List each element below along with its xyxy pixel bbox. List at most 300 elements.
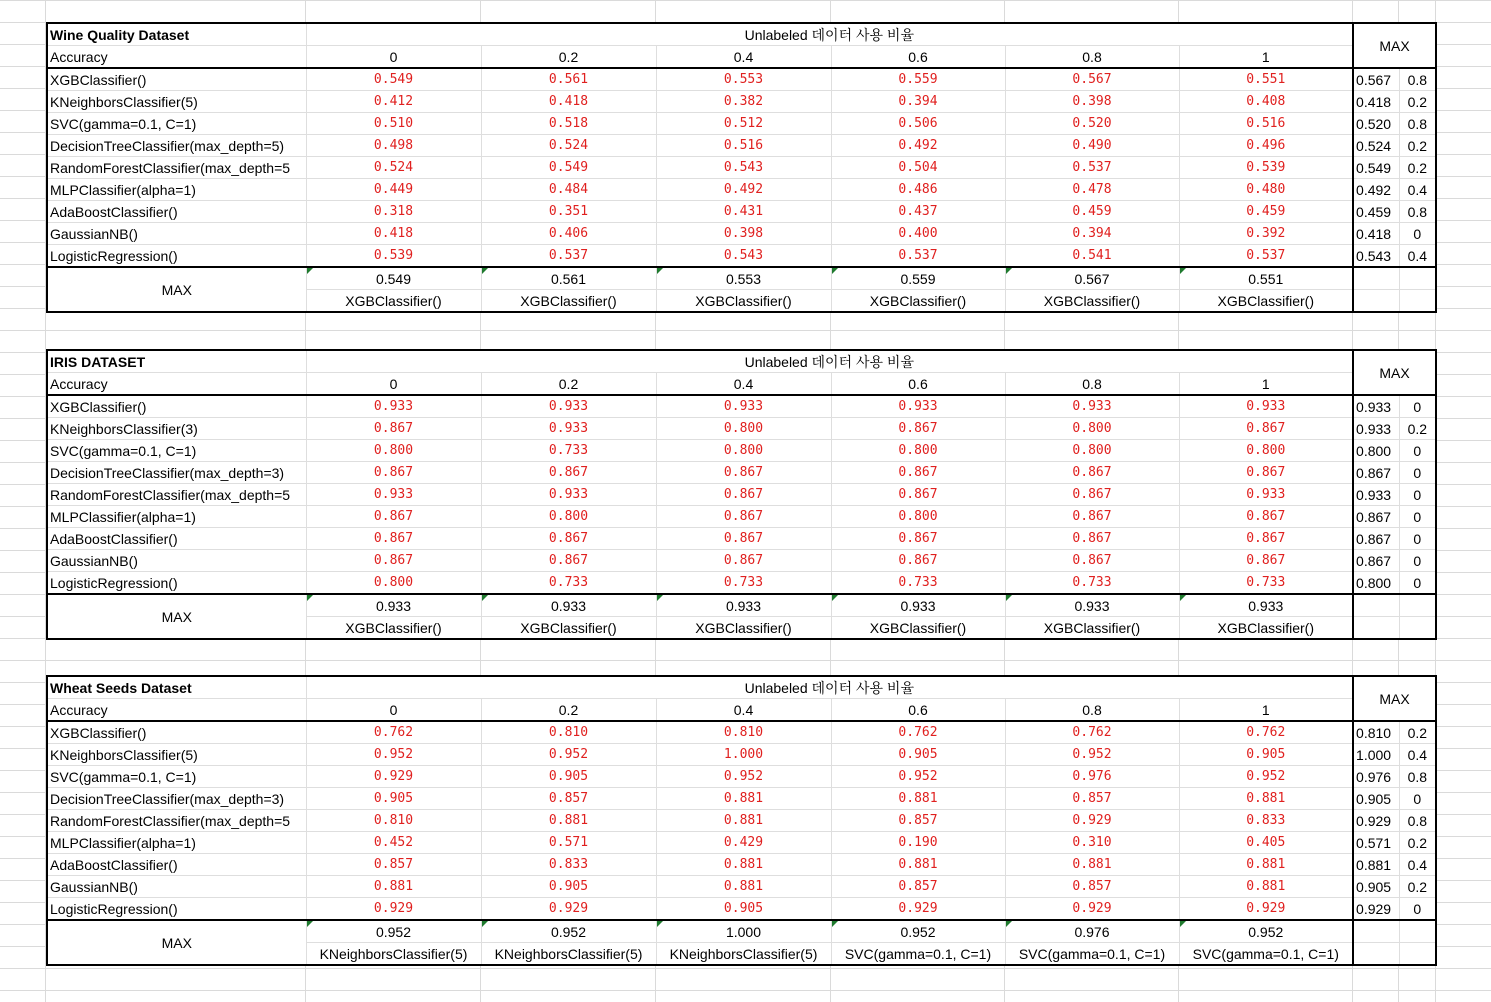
ratio-value: 1	[1179, 373, 1353, 396]
accuracy-cell: 0.762	[306, 721, 481, 744]
max-header: MAX	[1353, 23, 1436, 68]
accuracy-cell: 0.867	[306, 506, 481, 528]
accuracy-cell: 0.952	[831, 766, 1005, 788]
accuracy-cell: 0.867	[306, 550, 481, 572]
accuracy-cell: 0.398	[1005, 91, 1179, 113]
column-max-model: XGBClassifier()	[831, 617, 1005, 640]
accuracy-cell: 0.431	[656, 201, 831, 223]
header-row	[47, 350, 1436, 373]
column-max-value: 0.933	[481, 594, 656, 617]
accuracy-label: Accuracy	[47, 46, 306, 69]
row-max-value: 0.867	[1353, 462, 1399, 484]
accuracy-cell: 0.512	[656, 113, 831, 135]
accuracy-cell: 0.392	[1179, 223, 1353, 245]
model-name: RandomForestClassifier(max_depth=5	[47, 484, 306, 506]
ratio-value: 1	[1179, 46, 1353, 69]
accuracy-cell: 0.810	[481, 721, 656, 744]
column-max-model: XGBClassifier()	[1179, 617, 1353, 640]
empty-cell	[1399, 267, 1436, 290]
ratio-row	[47, 373, 1436, 396]
column-max-value: 0.933	[656, 594, 831, 617]
row-max-ratio: 0	[1399, 484, 1436, 506]
header-row	[47, 676, 1436, 699]
accuracy-cell: 0.810	[306, 810, 481, 832]
accuracy-cell: 0.857	[1005, 876, 1179, 898]
accuracy-cell: 0.867	[1179, 550, 1353, 572]
model-name: LogisticRegression()	[47, 572, 306, 595]
column-max-value: 1.000	[656, 920, 831, 943]
model-name: GaussianNB()	[47, 876, 306, 898]
row-max-ratio: 0.8	[1399, 810, 1436, 832]
accuracy-cell: 0.867	[831, 418, 1005, 440]
accuracy-cell: 0.933	[656, 395, 831, 418]
empty-cell	[1353, 290, 1399, 313]
accuracy-cell: 0.398	[656, 223, 831, 245]
row-max-value: 0.459	[1353, 201, 1399, 223]
accuracy-cell: 0.867	[306, 528, 481, 550]
accuracy-cell: 0.881	[831, 788, 1005, 810]
max-header: MAX	[1353, 676, 1436, 721]
accuracy-label: Accuracy	[47, 373, 306, 396]
accuracy-cell: 0.929	[1005, 898, 1179, 921]
accuracy-cell: 0.867	[1005, 484, 1179, 506]
accuracy-cell: 0.800	[306, 572, 481, 595]
accuracy-cell: 0.867	[481, 528, 656, 550]
accuracy-cell: 0.478	[1005, 179, 1179, 201]
accuracy-cell: 0.524	[306, 157, 481, 179]
accuracy-cell: 0.800	[306, 440, 481, 462]
model-row	[47, 898, 1436, 921]
model-name: LogisticRegression()	[47, 898, 306, 921]
accuracy-cell: 0.394	[1005, 223, 1179, 245]
ratio-value: 0	[306, 699, 481, 722]
column-max-model: XGBClassifier()	[656, 290, 831, 313]
accuracy-cell: 0.800	[481, 506, 656, 528]
accuracy-cell: 0.952	[656, 766, 831, 788]
accuracy-cell: 0.933	[831, 395, 1005, 418]
ratio-value: 0	[306, 46, 481, 69]
ratio-value: 0.2	[481, 373, 656, 396]
accuracy-cell: 0.406	[481, 223, 656, 245]
empty-cell	[1399, 920, 1436, 943]
model-row	[47, 179, 1436, 201]
column-max-model: SVC(gamma=0.1, C=1)	[1005, 943, 1179, 966]
max-header: MAX	[1353, 350, 1436, 395]
accuracy-cell: 0.762	[1179, 721, 1353, 744]
column-max-model: XGBClassifier()	[1005, 617, 1179, 640]
accuracy-cell: 0.539	[306, 245, 481, 268]
accuracy-cell: 0.833	[481, 854, 656, 876]
wheat-seeds-table	[46, 675, 1437, 966]
ratio-value: 0.6	[831, 46, 1005, 69]
accuracy-cell: 0.733	[481, 440, 656, 462]
dataset-title: IRIS DATASET	[47, 350, 306, 373]
accuracy-cell: 0.867	[481, 550, 656, 572]
accuracy-cell: 0.905	[656, 898, 831, 921]
column-max-value: 0.567	[1005, 267, 1179, 290]
accuracy-cell: 0.881	[1179, 788, 1353, 810]
accuracy-cell: 0.881	[481, 810, 656, 832]
accuracy-cell: 0.933	[1005, 395, 1179, 418]
model-row	[47, 223, 1436, 245]
model-row	[47, 418, 1436, 440]
accuracy-cell: 0.976	[1005, 766, 1179, 788]
accuracy-cell: 0.867	[1179, 462, 1353, 484]
model-name: KNeighborsClassifier(5)	[47, 744, 306, 766]
accuracy-cell: 0.800	[1179, 440, 1353, 462]
column-max-value: 0.952	[306, 920, 481, 943]
empty-cell	[1353, 594, 1399, 617]
empty-cell	[1353, 920, 1399, 943]
row-max-ratio: 0	[1399, 528, 1436, 550]
row-max-ratio: 0.2	[1399, 832, 1436, 854]
row-max-value: 0.543	[1353, 245, 1399, 268]
column-max-model: XGBClassifier()	[306, 290, 481, 313]
ratio-value: 0.8	[1005, 699, 1179, 722]
accuracy-cell: 0.559	[831, 68, 1005, 91]
column-max-model: XGBClassifier()	[306, 617, 481, 640]
ratio-value: 0.2	[481, 46, 656, 69]
accuracy-cell: 0.551	[1179, 68, 1353, 91]
column-max-value: 0.553	[656, 267, 831, 290]
accuracy-cell: 0.933	[1179, 395, 1353, 418]
row-max-value: 0.524	[1353, 135, 1399, 157]
empty-cell	[1353, 943, 1399, 966]
accuracy-cell: 0.394	[831, 91, 1005, 113]
model-row	[47, 744, 1436, 766]
accuracy-cell: 0.881	[656, 788, 831, 810]
accuracy-cell: 0.867	[1005, 550, 1179, 572]
accuracy-cell: 0.382	[656, 91, 831, 113]
row-max-value: 0.881	[1353, 854, 1399, 876]
accuracy-cell: 0.867	[831, 528, 1005, 550]
accuracy-cell: 0.567	[1005, 68, 1179, 91]
row-max-ratio: 0.8	[1399, 201, 1436, 223]
model-name: MLPClassifier(alpha=1)	[47, 832, 306, 854]
accuracy-cell: 0.429	[656, 832, 831, 854]
accuracy-cell: 0.516	[1179, 113, 1353, 135]
column-max-model: XGBClassifier()	[481, 290, 656, 313]
row-max-ratio: 0.4	[1399, 854, 1436, 876]
header-row	[47, 23, 1436, 46]
accuracy-cell: 0.549	[481, 157, 656, 179]
model-row	[47, 766, 1436, 788]
row-max-ratio: 0	[1399, 788, 1436, 810]
model-row	[47, 832, 1436, 854]
model-name: DecisionTreeClassifier(max_depth=3)	[47, 788, 306, 810]
accuracy-cell: 0.867	[1179, 506, 1353, 528]
dataset-title: Wine Quality Dataset	[47, 23, 306, 46]
row-max-ratio: 0.8	[1399, 68, 1436, 91]
accuracy-cell: 0.543	[656, 157, 831, 179]
accuracy-cell: 0.881	[656, 854, 831, 876]
row-max-ratio: 0.2	[1399, 721, 1436, 744]
row-max-value: 0.567	[1353, 68, 1399, 91]
max-row-label: MAX	[47, 920, 306, 965]
accuracy-cell: 0.418	[481, 91, 656, 113]
model-row	[47, 462, 1436, 484]
accuracy-cell: 0.733	[1179, 572, 1353, 595]
column-max-value-row	[47, 267, 1436, 290]
accuracy-cell: 0.905	[481, 876, 656, 898]
accuracy-cell: 0.929	[306, 898, 481, 921]
accuracy-cell: 0.857	[831, 810, 1005, 832]
accuracy-cell: 0.929	[1179, 898, 1353, 921]
column-max-value: 0.933	[306, 594, 481, 617]
model-name: XGBClassifier()	[47, 68, 306, 91]
accuracy-cell: 0.504	[831, 157, 1005, 179]
accuracy-cell: 0.867	[1005, 528, 1179, 550]
row-max-ratio: 0	[1399, 506, 1436, 528]
row-max-ratio: 0	[1399, 572, 1436, 595]
row-max-value: 0.492	[1353, 179, 1399, 201]
column-max-value: 0.952	[481, 920, 656, 943]
model-name: RandomForestClassifier(max_depth=5	[47, 810, 306, 832]
accuracy-cell: 0.881	[1179, 854, 1353, 876]
accuracy-cell: 0.571	[481, 832, 656, 854]
column-max-value: 0.551	[1179, 267, 1353, 290]
column-max-value: 0.549	[306, 267, 481, 290]
accuracy-cell: 0.867	[481, 462, 656, 484]
model-row	[47, 788, 1436, 810]
row-max-ratio: 0.4	[1399, 744, 1436, 766]
accuracy-cell: 0.518	[481, 113, 656, 135]
accuracy-cell: 0.318	[306, 201, 481, 223]
model-name: SVC(gamma=0.1, C=1)	[47, 766, 306, 788]
accuracy-cell: 0.881	[306, 876, 481, 898]
model-row	[47, 245, 1436, 268]
accuracy-cell: 0.929	[831, 898, 1005, 921]
accuracy-cell: 0.733	[1005, 572, 1179, 595]
accuracy-cell: 0.459	[1005, 201, 1179, 223]
accuracy-cell: 0.905	[1179, 744, 1353, 766]
column-max-value-row	[47, 920, 1436, 943]
model-name: SVC(gamma=0.1, C=1)	[47, 440, 306, 462]
model-name: XGBClassifier()	[47, 721, 306, 744]
model-row	[47, 201, 1436, 223]
model-name: GaussianNB()	[47, 223, 306, 245]
row-max-value: 0.929	[1353, 898, 1399, 921]
ratio-value: 0.8	[1005, 373, 1179, 396]
empty-cell	[1399, 943, 1436, 966]
accuracy-cell: 0.537	[831, 245, 1005, 268]
accuracy-cell: 0.800	[656, 440, 831, 462]
accuracy-cell: 0.190	[831, 832, 1005, 854]
model-name: SVC(gamma=0.1, C=1)	[47, 113, 306, 135]
accuracy-cell: 0.541	[1005, 245, 1179, 268]
row-max-value: 0.867	[1353, 506, 1399, 528]
accuracy-cell: 0.933	[481, 418, 656, 440]
accuracy-cell: 0.498	[306, 135, 481, 157]
accuracy-cell: 0.539	[1179, 157, 1353, 179]
row-max-ratio: 0.2	[1399, 157, 1436, 179]
ratio-row	[47, 699, 1436, 722]
row-max-ratio: 0	[1399, 395, 1436, 418]
accuracy-cell: 0.857	[481, 788, 656, 810]
model-name: AdaBoostClassifier()	[47, 528, 306, 550]
accuracy-cell: 0.929	[306, 766, 481, 788]
accuracy-cell: 0.867	[1005, 462, 1179, 484]
model-row	[47, 854, 1436, 876]
column-max-model: SVC(gamma=0.1, C=1)	[1179, 943, 1353, 966]
accuracy-cell: 0.537	[1005, 157, 1179, 179]
row-max-value: 0.418	[1353, 223, 1399, 245]
wine-quality-table	[46, 22, 1437, 313]
accuracy-cell: 0.867	[1179, 418, 1353, 440]
column-max-model: XGBClassifier()	[831, 290, 1005, 313]
row-max-ratio: 0.4	[1399, 179, 1436, 201]
ratio-header: Unlabeled 데이터 사용 비율	[306, 350, 1353, 373]
column-max-value-row	[47, 594, 1436, 617]
column-max-value: 0.976	[1005, 920, 1179, 943]
row-max-value: 0.905	[1353, 788, 1399, 810]
accuracy-cell: 0.952	[481, 744, 656, 766]
row-max-value: 0.933	[1353, 418, 1399, 440]
model-row	[47, 395, 1436, 418]
accuracy-cell: 0.452	[306, 832, 481, 854]
accuracy-cell: 0.929	[481, 898, 656, 921]
accuracy-cell: 0.733	[481, 572, 656, 595]
accuracy-cell: 0.810	[656, 721, 831, 744]
accuracy-cell: 0.543	[656, 245, 831, 268]
accuracy-cell: 0.929	[1005, 810, 1179, 832]
column-max-value: 0.559	[831, 267, 1005, 290]
accuracy-cell: 0.351	[481, 201, 656, 223]
column-max-value: 0.561	[481, 267, 656, 290]
accuracy-cell: 0.405	[1179, 832, 1353, 854]
model-name: RandomForestClassifier(max_depth=5	[47, 157, 306, 179]
accuracy-cell: 0.867	[831, 550, 1005, 572]
model-row	[47, 550, 1436, 572]
accuracy-cell: 0.762	[831, 721, 1005, 744]
row-max-value: 0.905	[1353, 876, 1399, 898]
accuracy-cell: 0.480	[1179, 179, 1353, 201]
model-name: AdaBoostClassifier()	[47, 854, 306, 876]
model-name: DecisionTreeClassifier(max_depth=5)	[47, 135, 306, 157]
row-max-ratio: 0	[1399, 550, 1436, 572]
row-max-value: 0.549	[1353, 157, 1399, 179]
accuracy-cell: 0.933	[481, 484, 656, 506]
row-max-ratio: 0	[1399, 462, 1436, 484]
row-max-value: 0.800	[1353, 440, 1399, 462]
accuracy-cell: 0.762	[1005, 721, 1179, 744]
ratio-value: 0.4	[656, 46, 831, 69]
ratio-row	[47, 46, 1436, 69]
accuracy-cell: 0.537	[1179, 245, 1353, 268]
empty-cell	[1353, 267, 1399, 290]
column-max-model: SVC(gamma=0.1, C=1)	[831, 943, 1005, 966]
row-max-ratio: 0.4	[1399, 245, 1436, 268]
accuracy-cell: 0.867	[656, 528, 831, 550]
accuracy-cell: 0.800	[831, 440, 1005, 462]
column-max-value: 0.933	[831, 594, 1005, 617]
model-row	[47, 135, 1436, 157]
accuracy-label: Accuracy	[47, 699, 306, 722]
accuracy-cell: 0.490	[1005, 135, 1179, 157]
accuracy-cell: 0.867	[656, 550, 831, 572]
column-max-model: XGBClassifier()	[656, 617, 831, 640]
column-max-model: XGBClassifier()	[1179, 290, 1353, 313]
column-max-model: KNeighborsClassifier(5)	[656, 943, 831, 966]
column-max-model: KNeighborsClassifier(5)	[306, 943, 481, 966]
row-max-ratio: 0.8	[1399, 766, 1436, 788]
model-row	[47, 484, 1436, 506]
accuracy-cell: 0.857	[1005, 788, 1179, 810]
accuracy-cell: 0.484	[481, 179, 656, 201]
model-row	[47, 810, 1436, 832]
accuracy-cell: 0.867	[656, 484, 831, 506]
accuracy-cell: 0.867	[306, 462, 481, 484]
row-max-value: 0.418	[1353, 91, 1399, 113]
model-name: LogisticRegression()	[47, 245, 306, 268]
accuracy-cell: 0.800	[656, 418, 831, 440]
row-max-value: 1.000	[1353, 744, 1399, 766]
column-max-model: KNeighborsClassifier(5)	[481, 943, 656, 966]
accuracy-cell: 0.933	[481, 395, 656, 418]
max-row-label: MAX	[47, 594, 306, 639]
model-row	[47, 572, 1436, 595]
accuracy-cell: 0.881	[831, 854, 1005, 876]
model-row	[47, 157, 1436, 179]
accuracy-cell: 0.952	[306, 744, 481, 766]
accuracy-cell: 0.553	[656, 68, 831, 91]
accuracy-cell: 0.506	[831, 113, 1005, 135]
row-max-value: 0.867	[1353, 528, 1399, 550]
accuracy-cell: 0.881	[1005, 854, 1179, 876]
accuracy-cell: 0.524	[481, 135, 656, 157]
ratio-value: 1	[1179, 699, 1353, 722]
accuracy-cell: 0.933	[1179, 484, 1353, 506]
column-max-value: 0.933	[1005, 594, 1179, 617]
ratio-value: 0.4	[656, 699, 831, 722]
row-max-value: 0.571	[1353, 832, 1399, 854]
accuracy-cell: 0.867	[831, 484, 1005, 506]
row-max-ratio: 0	[1399, 898, 1436, 921]
accuracy-cell: 0.952	[1179, 766, 1353, 788]
max-row-label: MAX	[47, 267, 306, 312]
row-max-ratio: 0.2	[1399, 135, 1436, 157]
accuracy-cell: 0.952	[1005, 744, 1179, 766]
model-row	[47, 91, 1436, 113]
accuracy-cell: 0.933	[306, 484, 481, 506]
accuracy-cell: 0.881	[1179, 876, 1353, 898]
row-max-value: 0.933	[1353, 484, 1399, 506]
model-name: KNeighborsClassifier(3)	[47, 418, 306, 440]
column-max-value: 0.933	[1179, 594, 1353, 617]
accuracy-cell: 0.857	[306, 854, 481, 876]
iris-table	[46, 349, 1437, 640]
model-row	[47, 528, 1436, 550]
accuracy-cell: 0.867	[1005, 506, 1179, 528]
empty-cell	[1399, 290, 1436, 313]
column-max-model: XGBClassifier()	[1005, 290, 1179, 313]
accuracy-cell: 0.412	[306, 91, 481, 113]
ratio-value: 0.4	[656, 373, 831, 396]
accuracy-cell: 0.905	[306, 788, 481, 810]
model-row	[47, 113, 1436, 135]
accuracy-cell: 0.486	[831, 179, 1005, 201]
accuracy-cell: 0.867	[306, 418, 481, 440]
row-max-ratio: 0.2	[1399, 91, 1436, 113]
accuracy-cell: 0.833	[1179, 810, 1353, 832]
accuracy-cell: 0.867	[831, 462, 1005, 484]
model-name: XGBClassifier()	[47, 395, 306, 418]
accuracy-cell: 0.867	[656, 506, 831, 528]
row-max-value: 0.867	[1353, 550, 1399, 572]
empty-cell	[1353, 617, 1399, 640]
empty-cell	[1399, 617, 1436, 640]
ratio-value: 0	[306, 373, 481, 396]
